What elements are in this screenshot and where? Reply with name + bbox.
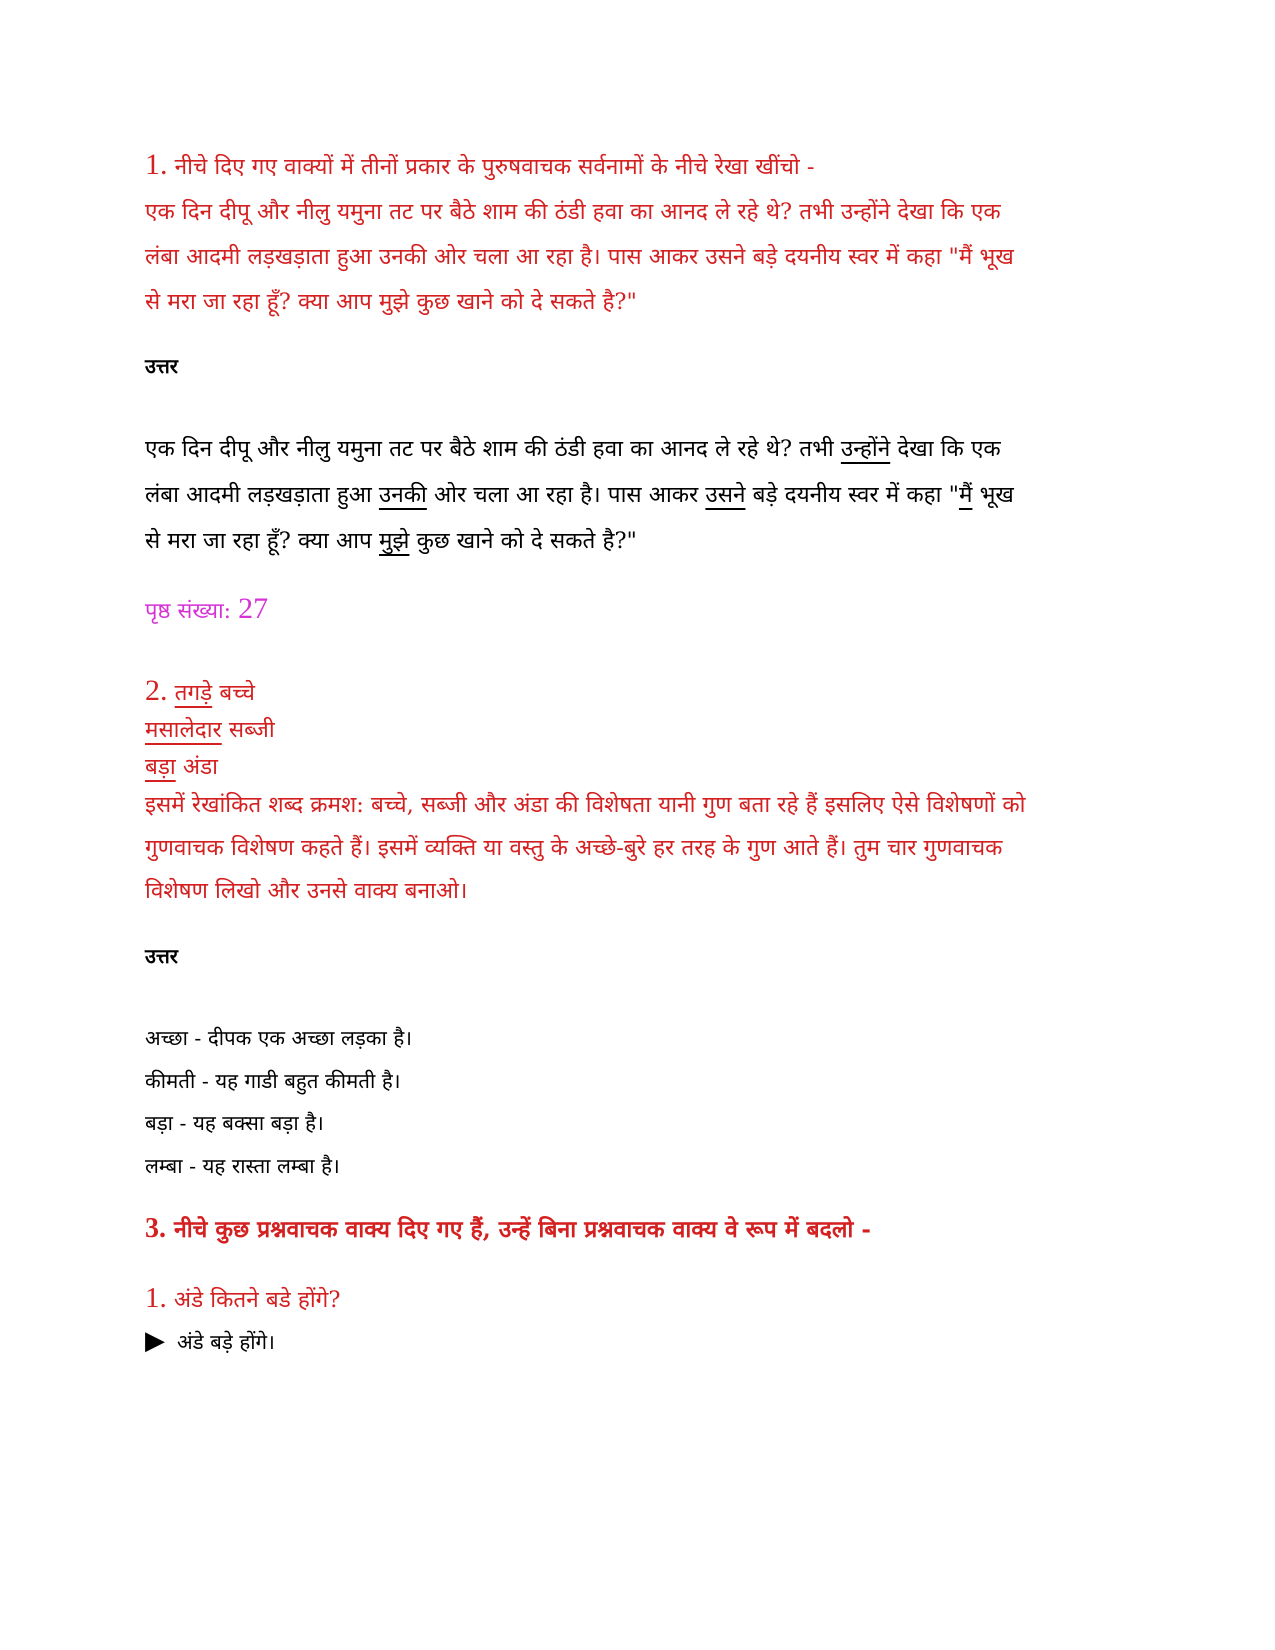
underlined-pronoun: उन्होंने [840, 436, 891, 462]
item-number: 1. [145, 1282, 167, 1314]
phrase: बड़ा अंडा [145, 754, 218, 780]
page-number: 27 [238, 592, 269, 625]
underlined-pronoun: मैं [958, 482, 973, 508]
description-line: इसमें रेखांकित शब्द क्रमश: बच्चे, सब्जी और अंडा की विशेषता यानी गुण बता रहे हैं इसलिए ऐसे विशेषणों को [145, 792, 1026, 818]
answer-label: उत्तर [145, 354, 178, 378]
description-line: गुणवाचक विशेषण कहते हैं। इसमें व्यक्ति या वस्तु के अच्छे-बुरे हर तरह के गुण आते हैं। तुम चार गुणवाचक [145, 835, 1003, 861]
list-item: लम्बा - यह रास्ता लम्बा है। [145, 1153, 340, 1178]
answer-1-line: से मरा जा रहा हूँ? क्या आप मुझे कुछ खाने को दे सकते है?" [145, 528, 637, 554]
question-number: 3. [145, 1213, 166, 1244]
question-2-description [145, 784, 1025, 913]
question-1-title: 1. नीचे दिए गए वाक्यों में तीनों प्रकार के पुरुषवाचक सर्वनामों के नीचे रेखा खींचो - [145, 148, 815, 181]
answer-1-line: लंबा आदमी लड़खड़ाता हुआ उनकी ओर चला आ रहा है। पास आकर उसने बड़े दयनीय स्वर में कहा "मैं भूख [145, 482, 1014, 508]
answer-2-list [145, 1017, 412, 1187]
underlined-pronoun: मुझे [378, 528, 410, 554]
question-1-line: लंबा आदमी लड़खड़ाता हुआ उनकी ओर चला आ रहा है। पास आकर उसने बड़े दयनीय स्वर में कहा "मैं भूख [145, 244, 1014, 270]
phrase: 2. तगड़े बच्चे [145, 674, 255, 707]
list-item: बड़ा - यह बक्सा बड़ा है। [145, 1111, 324, 1135]
question-1 [145, 142, 1014, 325]
page-reference: पृष्ठ संख्या: 27 [145, 592, 269, 625]
question-number: 2. [145, 674, 168, 707]
play-arrow-icon: ▶ [145, 1326, 165, 1356]
question-1-line: से मरा जा रहा हूँ? क्या आप मुझे कुछ खाने को दे सकते है?" [145, 289, 637, 315]
question-1-line: एक दिन दीपू और नीलु यमुना तट पर बैठे शाम की ठंडी हवा का आनद ले रहे थे? तभी उन्होंने देखा कि एक [145, 199, 1001, 225]
underlined-pronoun: उनकी [378, 482, 427, 508]
answer-1 [145, 426, 1014, 564]
question-number: 1. [145, 148, 168, 181]
description-line: विशेषण लिखो और उनसे वाक्य बनाओ। [145, 878, 468, 904]
question-3: 3. नीचे कुछ प्रश्नवाचक वाक्य दिए गए हैं, उन्हें बिना प्रश्नवाचक वाक्य वे रूप में बदलो - [145, 1213, 871, 1244]
underlined-adjective: तगड़े [174, 680, 213, 706]
underlined-pronoun: उसने [705, 482, 746, 508]
answer-label: उत्तर [145, 944, 178, 968]
underlined-adjective: बड़ा [145, 754, 176, 780]
question-3-answer: ▶ अंडे बड़े होंगे। [145, 1326, 275, 1356]
question-3-item: 1. अंडे कितने बडे होंगे? [145, 1282, 341, 1314]
answer-1-line: एक दिन दीपू और नीलु यमुना तट पर बैठे शाम की ठंडी हवा का आनद ले रहे थे? तभी उन्होंने देखा कि एक [145, 436, 1001, 462]
question-2 [145, 672, 275, 786]
list-item: कीमती - यह गाडी बहुत कीमती है। [145, 1068, 401, 1093]
list-item: अच्छा - दीपक एक अच्छा लड़का है। [145, 1026, 413, 1050]
phrase: मसालेदार सब्जी [145, 717, 275, 743]
underlined-adjective: मसालेदार [145, 717, 222, 743]
